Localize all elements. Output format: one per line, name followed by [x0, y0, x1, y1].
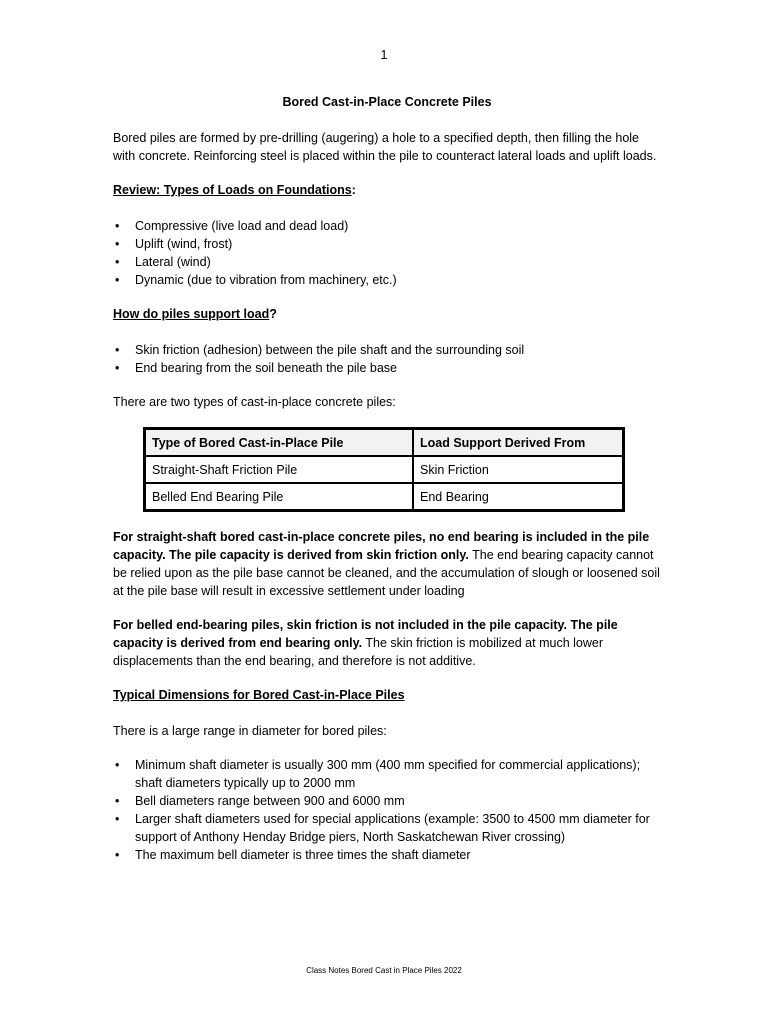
list-item: • The maximum bell diameter is three times the shaft diameter — [113, 846, 661, 864]
belled-bold: For belled end-bearing piles, skin friction is not included in the pile capacity. The pile capacity is derived from end bearing only. — [113, 618, 618, 650]
support-heading-text: How do piles support load — [113, 307, 270, 321]
dimensions-intro: There is a large range in diameter for bored piles: — [113, 724, 387, 738]
table-row — [145, 483, 623, 510]
belled-paragraph — [113, 616, 661, 670]
support-list — [113, 341, 661, 377]
table-row — [145, 456, 623, 483]
list-item: • Larger shaft diameters used for special applications (example: 3500 to 4500 mm diameter for support of Anthony Henday Bridge piers, North Saskatchewan River crossing) — [113, 810, 661, 846]
table-cell: Skin Friction — [413, 456, 623, 483]
intro-paragraph: Bored piles are formed by pre-drilling (augering) a hole to a specified depth, then filling the hole with concrete. Reinforcing steel is placed within the pile to counteract lateral loads and uplift loads. — [113, 131, 657, 163]
list-item: • Lateral (wind) — [113, 253, 661, 271]
support-heading-suffix: ? — [269, 307, 277, 321]
straight-shaft-bold: For straight-shaft bored cast-in-place concrete piles, no end bearing is included in the pile capacity. The pile capacity is derived from skin friction only. — [113, 530, 650, 562]
dimensions-heading — [113, 686, 661, 704]
review-heading — [113, 181, 661, 199]
pile-types-table-wrap — [143, 427, 661, 512]
document-title: Bored Cast-in-Place Concrete Piles — [282, 95, 492, 109]
table-header-support: Load Support Derived From — [413, 429, 623, 456]
list-item: • Uplift (wind, frost) — [113, 235, 661, 253]
table-header-row — [145, 429, 623, 456]
page-number: 1 — [380, 48, 388, 62]
support-heading — [113, 305, 661, 323]
dimensions-list — [113, 756, 661, 864]
list-item: • End bearing from the soil beneath the pile base — [113, 359, 661, 377]
table-cell: Straight-Shaft Friction Pile — [145, 456, 413, 483]
dimensions-heading-text: Typical Dimensions for Bored Cast-in-Place Piles — [113, 688, 405, 702]
pile-types-table — [143, 427, 625, 512]
straight-shaft-paragraph — [113, 528, 661, 600]
load-types-list — [113, 217, 661, 289]
table-header-type: Type of Bored Cast-in-Place Pile — [145, 429, 413, 456]
review-heading-suffix: : — [351, 183, 356, 197]
straight-shaft-normal: The end bearing capacity cannot be relied upon as the pile base cannot be cleaned, and the accumulation of slough or loosened soil at the pile base will result in excessive settlement under loading — [113, 548, 660, 598]
belled-normal: The skin friction is mobilized at much lower displacements than the end bearing, and therefore is not additive. — [113, 636, 603, 668]
table-cell: Belled End Bearing Pile — [145, 483, 413, 510]
list-item: • Bell diameters range between 900 and 6000 mm — [113, 792, 661, 810]
list-item: • Minimum shaft diameter is usually 300 mm (400 mm specified for commercial applications); shaft diameters typically up to 2000 mm — [113, 756, 661, 792]
page-footer: Class Notes Bored Cast in Place Piles 2022 — [306, 966, 462, 975]
table-cell: End Bearing — [413, 483, 623, 510]
list-item: • Compressive (live load and dead load) — [113, 217, 661, 235]
list-item: • Skin friction (adhesion) between the pile shaft and the surrounding soil — [113, 341, 661, 359]
document-body — [113, 93, 661, 880]
types-intro: There are two types of cast-in-place concrete piles: — [113, 395, 396, 409]
review-heading-text: Review: Types of Loads on Foundations — [113, 183, 352, 197]
list-item: • Dynamic (due to vibration from machinery, etc.) — [113, 271, 661, 289]
